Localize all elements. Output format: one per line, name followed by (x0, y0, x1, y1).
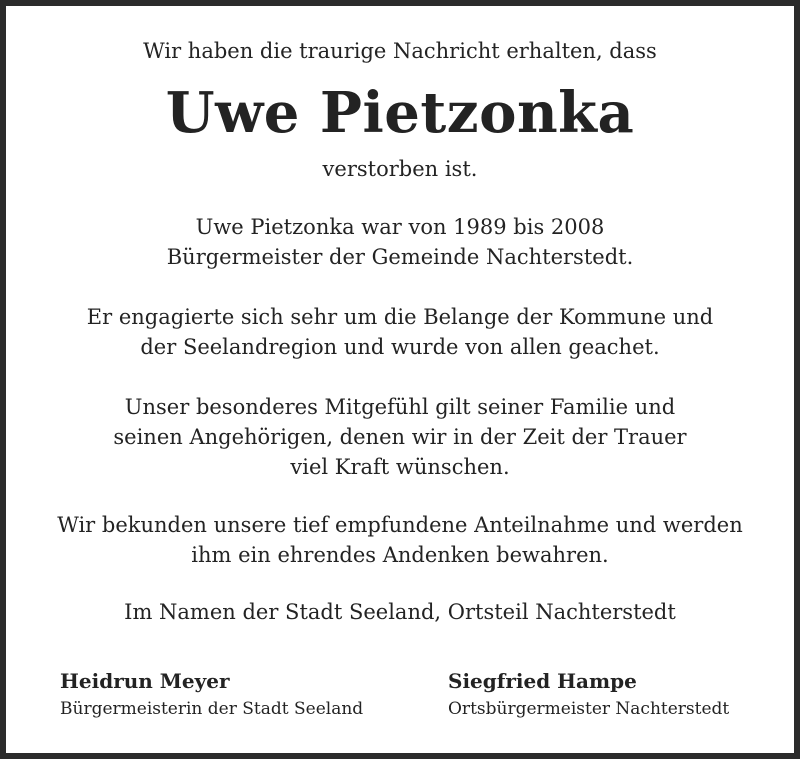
paragraph-line: ihm ein ehrendes Andenken bewahren. (191, 543, 609, 567)
closing-line: Im Namen der Stadt Seeland, Ortsteil Nachterstedt (124, 600, 676, 624)
paragraph-line: seinen Angehörigen, denen wir in der Zeit der Trauer (113, 425, 687, 449)
after-name-line: verstorben ist. (322, 157, 478, 181)
paragraph-line: der Seelandregion und wurde von allen geachet. (140, 335, 660, 359)
deceased-name: Uwe Pietzonka (165, 80, 635, 146)
paragraph-line: Er engagierte sich sehr um die Belange der Kommune und (86, 305, 714, 329)
paragraph-condolence (0, 392, 800, 482)
paragraph-line: Bürgermeister der Gemeinde Nachterstedt. (166, 245, 634, 269)
signatory-title: Bürgermeisterin der Stadt Seeland (60, 699, 364, 719)
paragraph-line: Unser besonderes Mitgefühl gilt seiner Familie und (124, 395, 676, 419)
signatory-name: Heidrun Meyer (60, 669, 230, 693)
paragraph-line: Wir bekunden unsere tief empfundene Anteilnahme und werden (57, 513, 743, 537)
signatory-local-mayor (448, 666, 729, 722)
paragraph-sympathy (0, 510, 800, 570)
paragraph-engagement (0, 302, 800, 362)
paragraph-line: viel Kraft wünschen. (290, 455, 510, 479)
signatory-name: Siegfried Hampe (448, 669, 637, 693)
intro-line: Wir haben die traurige Nachricht erhalten, dass (143, 39, 657, 63)
paragraph-tenure (0, 212, 800, 272)
signatory-mayor (60, 666, 363, 722)
paragraph-line: Uwe Pietzonka war von 1989 bis 2008 (195, 215, 605, 239)
signatory-title: Ortsbürgermeister Nachterstedt (448, 699, 730, 719)
